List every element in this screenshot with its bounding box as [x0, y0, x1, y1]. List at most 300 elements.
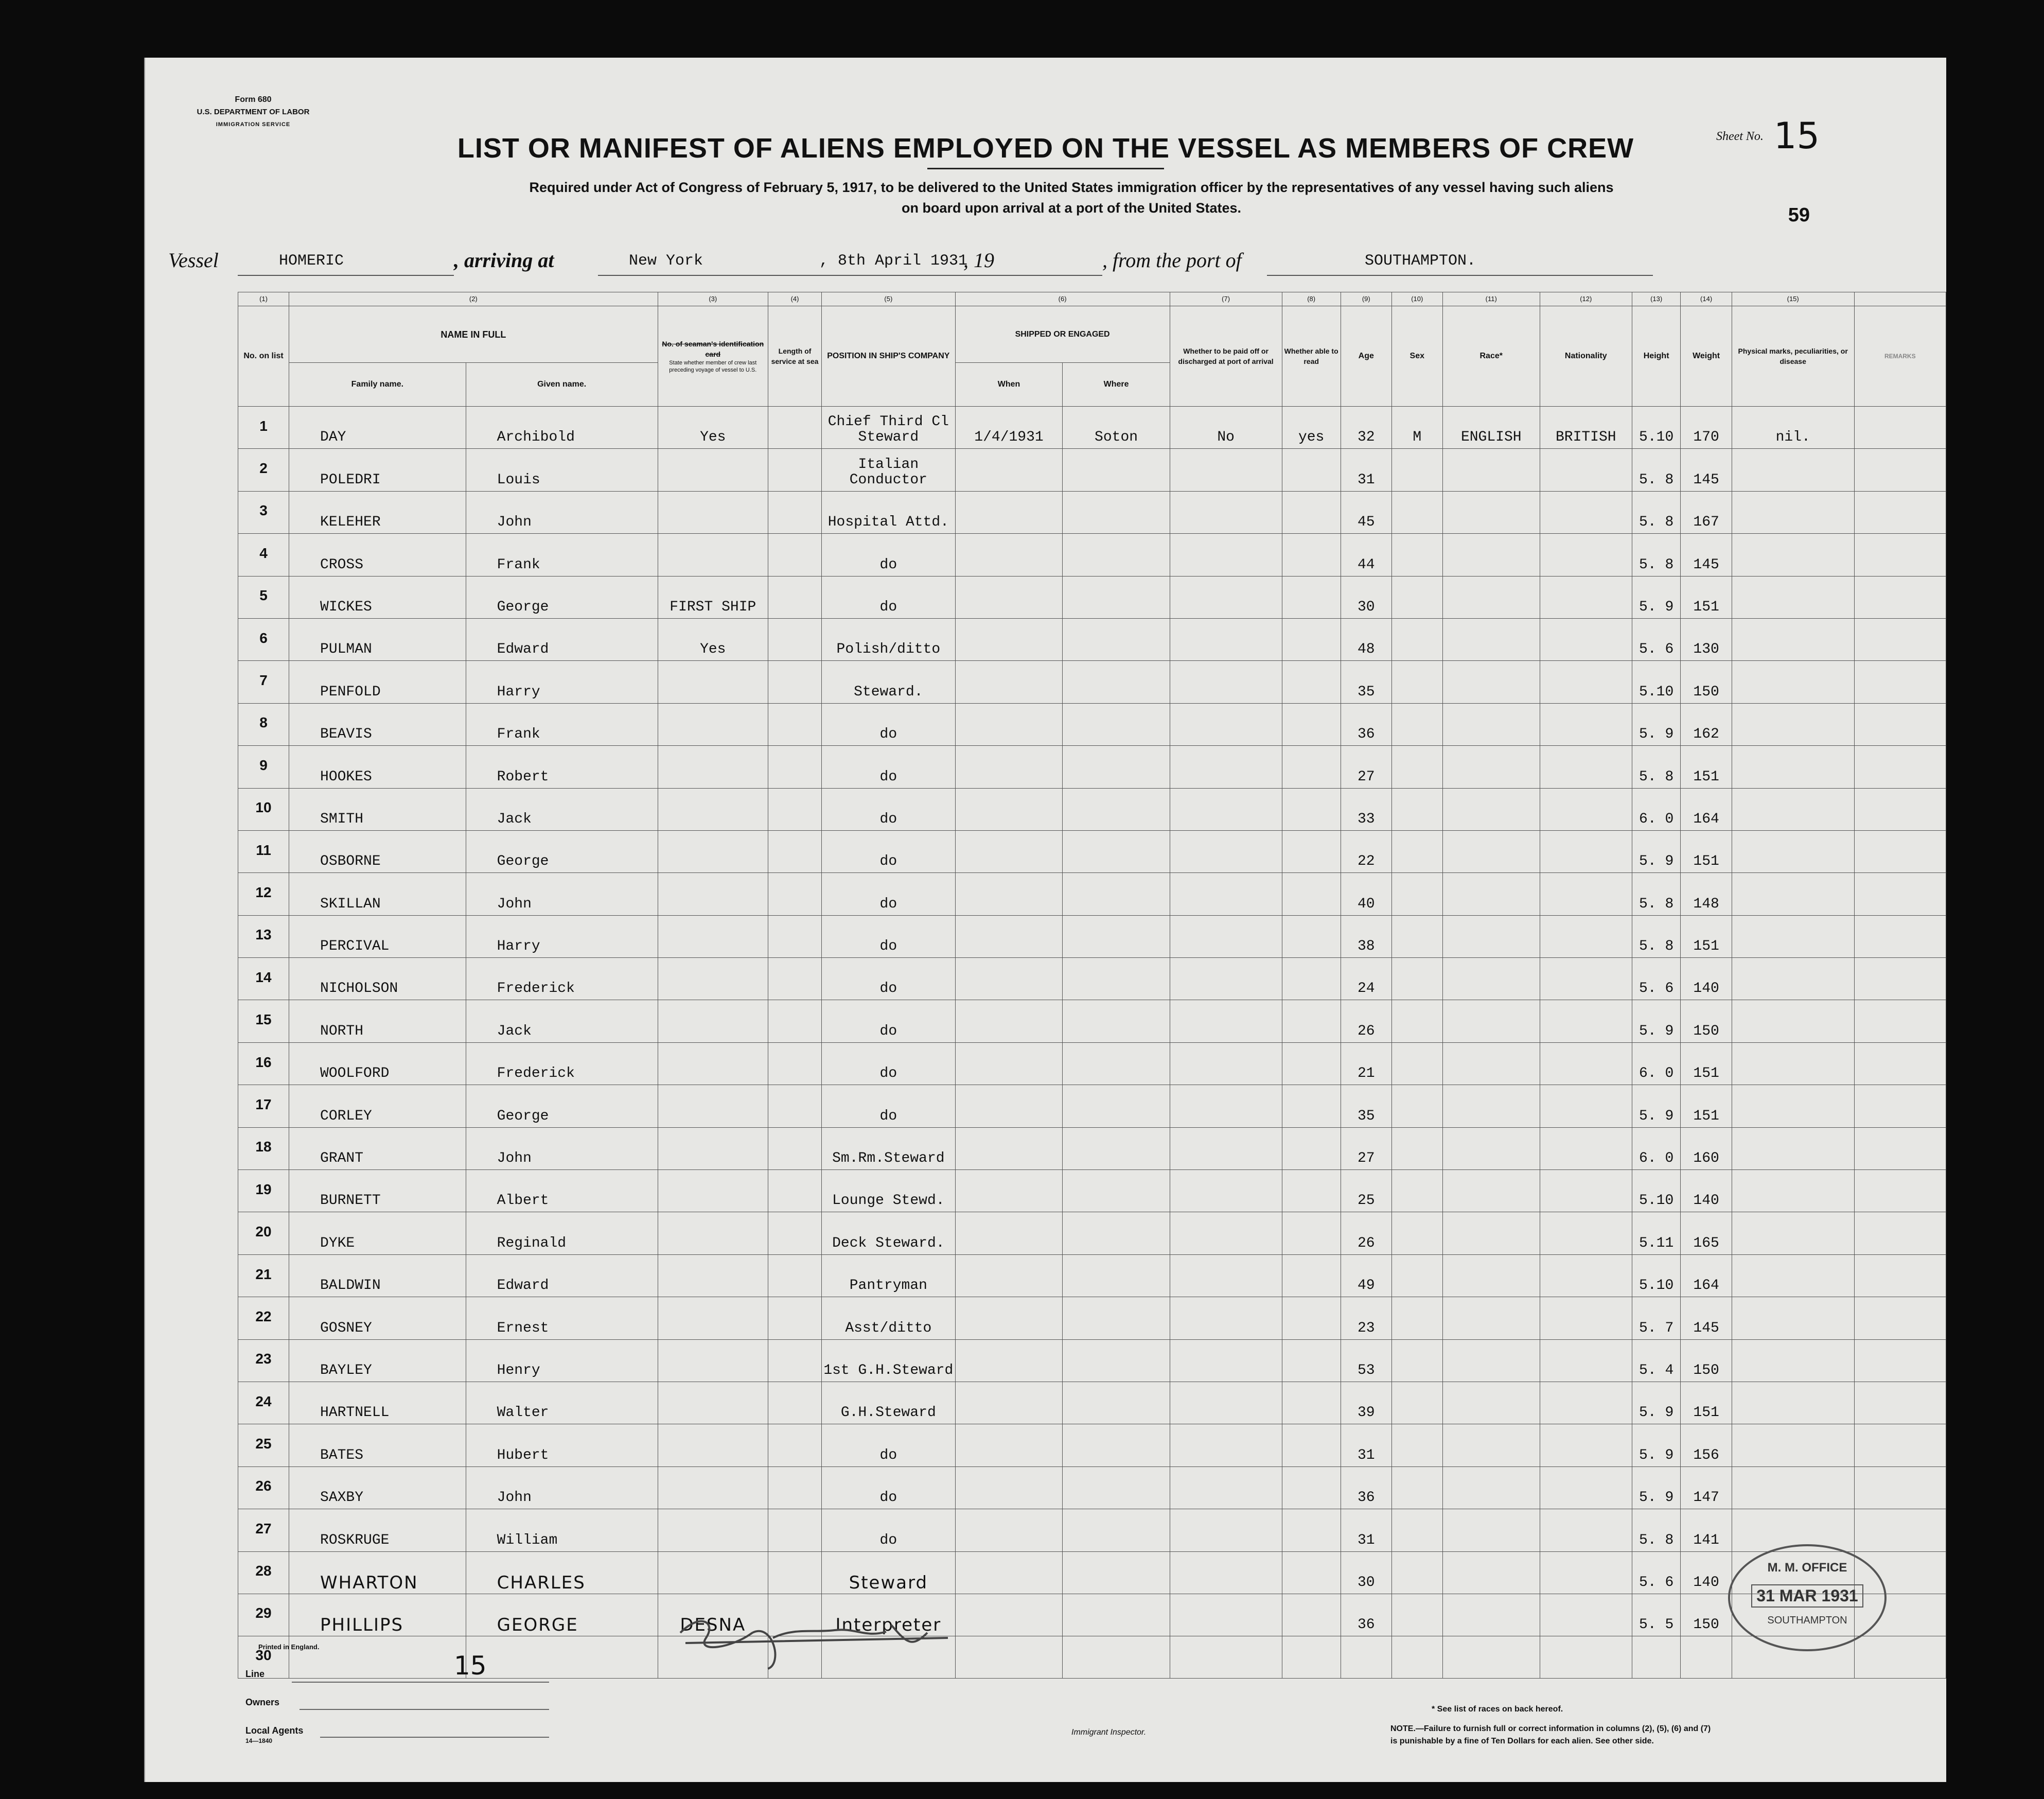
cell-prev	[658, 449, 768, 491]
cell-where	[1063, 1297, 1170, 1339]
cell-read	[1282, 1000, 1341, 1042]
cell-sex	[1391, 1212, 1442, 1254]
cell-read	[1282, 1636, 1341, 1678]
cell-len	[768, 915, 821, 957]
col-family-name: Family name.	[289, 363, 466, 407]
cell-prev	[658, 915, 768, 957]
cell-position: Asst/ditto	[822, 1297, 955, 1339]
cell-where	[1063, 1212, 1170, 1254]
cell-position: do	[822, 830, 955, 872]
cell-paid	[1170, 1594, 1282, 1636]
cell-age: 21	[1341, 1042, 1391, 1085]
cell-weight: 141	[1681, 1509, 1732, 1551]
cell-no: 27	[238, 1509, 289, 1551]
cell-prev	[658, 746, 768, 788]
cell-given: Robert	[466, 746, 658, 788]
cell-marks	[1732, 1466, 1854, 1509]
cell-no: 26	[238, 1466, 289, 1509]
cell-race	[1442, 958, 1540, 1000]
cell-rem	[1854, 915, 1946, 957]
cell-position: do	[822, 1424, 955, 1466]
cell-weight: 162	[1681, 703, 1732, 745]
cell-prev	[658, 1212, 768, 1254]
cell-given: George	[466, 830, 658, 872]
cell-marks	[1732, 746, 1854, 788]
crew-manifest-table	[238, 292, 1946, 1679]
cell-where	[1063, 1424, 1170, 1466]
table-row	[238, 1254, 1946, 1297]
cell-rem	[1854, 1212, 1946, 1254]
cell-weight: 145	[1681, 534, 1732, 576]
cell-read	[1282, 534, 1341, 576]
cell-rem	[1854, 534, 1946, 576]
cell-len	[768, 534, 821, 576]
cell-sex	[1391, 1636, 1442, 1678]
cell-where	[1063, 788, 1170, 830]
cell-when	[955, 491, 1063, 533]
cell-marks	[1732, 915, 1854, 957]
cell-race	[1442, 1170, 1540, 1212]
cell-when	[955, 534, 1063, 576]
cell-read	[1282, 915, 1341, 957]
cell-height: 5. 9	[1632, 1382, 1681, 1424]
cell-age: 26	[1341, 1212, 1391, 1254]
cell-read	[1282, 1127, 1341, 1169]
cell-age: 35	[1341, 661, 1391, 703]
cell-read	[1282, 1254, 1341, 1297]
cell-marks	[1732, 1424, 1854, 1466]
table-row	[238, 1382, 1946, 1424]
cell-height: 5.11	[1632, 1212, 1681, 1254]
cell-len	[768, 661, 821, 703]
cell-paid	[1170, 1636, 1282, 1678]
cell-where	[1063, 1000, 1170, 1042]
cell-sex	[1391, 1170, 1442, 1212]
cell-no: 23	[238, 1339, 289, 1382]
cell-weight: 150	[1681, 1000, 1732, 1042]
cell-sex: M	[1391, 407, 1442, 449]
cell-where	[1063, 958, 1170, 1000]
cell-nationality	[1540, 1085, 1632, 1127]
cell-read	[1282, 491, 1341, 533]
cell-paid	[1170, 1127, 1282, 1169]
cell-race	[1442, 830, 1540, 872]
cell-when	[955, 576, 1063, 618]
cell-sex	[1391, 1382, 1442, 1424]
cell-family: ROSKRUGE	[289, 1509, 466, 1551]
cell-where	[1063, 746, 1170, 788]
cell-rem	[1854, 576, 1946, 618]
cell-age	[1341, 1636, 1391, 1678]
cell-given: Frederick	[466, 1042, 658, 1085]
cell-height: 5. 9	[1632, 1466, 1681, 1509]
cell-race	[1442, 1594, 1540, 1636]
cell-given: Frank	[466, 703, 658, 745]
cell-age: 33	[1341, 788, 1391, 830]
cell-rem	[1854, 1042, 1946, 1085]
cell-sex	[1391, 1297, 1442, 1339]
cell-age: 36	[1341, 1466, 1391, 1509]
cell-marks	[1732, 830, 1854, 872]
cell-sex	[1391, 449, 1442, 491]
cell-read	[1282, 1170, 1341, 1212]
cell-where	[1063, 915, 1170, 957]
cell-no: 3	[238, 491, 289, 533]
cell-when	[955, 618, 1063, 660]
cell-rem	[1854, 449, 1946, 491]
col-length-service: Length of service at sea	[768, 306, 821, 407]
sheet-number-label: Sheet No.	[1716, 130, 1764, 143]
cell-nationality	[1540, 491, 1632, 533]
cell-prev	[658, 1424, 768, 1466]
cell-sex	[1391, 491, 1442, 533]
cell-when	[955, 1636, 1063, 1678]
table-row	[238, 1636, 1946, 1678]
cell-age: 31	[1341, 449, 1391, 491]
cell-age: 48	[1341, 618, 1391, 660]
cell-nationality	[1540, 576, 1632, 618]
cell-nationality	[1540, 703, 1632, 745]
cell-race	[1442, 449, 1540, 491]
cell-when	[955, 449, 1063, 491]
cell-family: SMITH	[289, 788, 466, 830]
cell-when	[955, 1551, 1063, 1594]
cell-sex	[1391, 576, 1442, 618]
cell-no: 10	[238, 788, 289, 830]
cell-age: 27	[1341, 1127, 1391, 1169]
cell-nationality	[1540, 1254, 1632, 1297]
cell-when	[955, 1170, 1063, 1212]
fine-note: NOTE.—Failure to furnish full or correct information in columns (2), (5), (6) and (7) is punishable by a fine of Ten Dollars for each alien. See other side.	[1390, 1724, 1711, 1745]
cell-where	[1063, 830, 1170, 872]
cell-race	[1442, 1466, 1540, 1509]
table-row	[238, 1594, 1946, 1636]
cell-no: 15	[238, 1000, 289, 1042]
cell-height	[1632, 1636, 1681, 1678]
arrival-date: , 8th April 1931	[819, 252, 968, 270]
cell-position: Steward.	[822, 661, 955, 703]
cell-paid	[1170, 1085, 1282, 1127]
cell-no: 22	[238, 1297, 289, 1339]
table-row	[238, 407, 1946, 449]
cell-position: do	[822, 1085, 955, 1127]
cell-family: CROSS	[289, 534, 466, 576]
cell-prev: DESNA	[658, 1594, 768, 1636]
cell-marks	[1732, 958, 1854, 1000]
cell-when	[955, 1212, 1063, 1254]
vessel-label: Vessel	[168, 249, 219, 272]
cell-rem	[1854, 703, 1946, 745]
cell-weight: 151	[1681, 576, 1732, 618]
department-name: U.S. DEPARTMENT OF LABOR	[197, 108, 310, 116]
cell-len	[768, 703, 821, 745]
cell-where	[1063, 1636, 1170, 1678]
cell-family: DAY	[289, 407, 466, 449]
cell-height: 5. 8	[1632, 915, 1681, 957]
cell-nationality	[1540, 449, 1632, 491]
col-when: When	[955, 363, 1063, 407]
cell-len	[768, 1339, 821, 1382]
table-row	[238, 1085, 1946, 1127]
cell-given: Walter	[466, 1382, 658, 1424]
cell-where	[1063, 1466, 1170, 1509]
cell-marks	[1732, 1127, 1854, 1169]
cell-position: do	[822, 958, 955, 1000]
cell-when: 1/4/1931	[955, 407, 1063, 449]
office-stamp	[1728, 1544, 1887, 1651]
cell-sex	[1391, 1127, 1442, 1169]
cell-when	[955, 661, 1063, 703]
col-physical-marks: Physical marks, peculiarities, or disease	[1732, 306, 1854, 407]
cell-age: 26	[1341, 1000, 1391, 1042]
cell-nationality	[1540, 1594, 1632, 1636]
cell-prev	[658, 703, 768, 745]
cell-no: 30	[238, 1636, 289, 1678]
cell-read	[1282, 746, 1341, 788]
cell-paid	[1170, 1170, 1282, 1212]
page-title: LIST OR MANIFEST OF ALIENS EMPLOYED ON THE VESSEL AS MEMBERS OF CREW	[457, 133, 1634, 164]
cell-read	[1282, 661, 1341, 703]
cell-nationality	[1540, 746, 1632, 788]
cell-len	[768, 449, 821, 491]
cell-position: do	[822, 746, 955, 788]
cell-rem	[1854, 1382, 1946, 1424]
col-shipped-engaged: SHIPPED OR ENGAGED	[955, 306, 1170, 363]
cell-when	[955, 1424, 1063, 1466]
cell-position: do	[822, 1042, 955, 1085]
cell-rem	[1854, 1000, 1946, 1042]
cell-sex	[1391, 1594, 1442, 1636]
cell-weight: 170	[1681, 407, 1732, 449]
table-row	[238, 788, 1946, 830]
cell-given: Edward	[466, 618, 658, 660]
cell-where	[1063, 1509, 1170, 1551]
cell-read	[1282, 703, 1341, 745]
cell-age: 36	[1341, 703, 1391, 745]
cell-race	[1442, 1042, 1540, 1085]
cell-height: 5. 9	[1632, 703, 1681, 745]
table-row	[238, 873, 1946, 915]
cell-race	[1442, 1551, 1540, 1594]
cell-rem	[1854, 830, 1946, 872]
cell-height: 5. 9	[1632, 576, 1681, 618]
cell-given: Jack	[466, 1000, 658, 1042]
cell-height: 5. 4	[1632, 1339, 1681, 1382]
cell-nationality	[1540, 788, 1632, 830]
cell-position: Hospital Attd.	[822, 491, 955, 533]
table-row	[238, 1297, 1946, 1339]
cell-family: BATES	[289, 1424, 466, 1466]
col-sex: Sex	[1391, 306, 1442, 407]
cell-height: 6. 0	[1632, 1127, 1681, 1169]
cell-nationality	[1540, 1636, 1632, 1678]
cell-race	[1442, 1509, 1540, 1551]
cell-rem	[1854, 1127, 1946, 1169]
cell-sex	[1391, 1085, 1442, 1127]
col-race: Race*	[1442, 306, 1540, 407]
cell-prev	[658, 1254, 768, 1297]
cell-age: 53	[1341, 1339, 1391, 1382]
stamp-place: SOUTHAMPTON	[1767, 1615, 1847, 1626]
cell-prev	[658, 1382, 768, 1424]
cell-where: Soton	[1063, 407, 1170, 449]
cell-paid	[1170, 958, 1282, 1000]
cell-marks	[1732, 491, 1854, 533]
cell-height: 5. 6	[1632, 958, 1681, 1000]
cell-where	[1063, 1085, 1170, 1127]
cell-marks	[1732, 703, 1854, 745]
table-row	[238, 576, 1946, 618]
cell-position: Chief Third Cl Steward	[822, 407, 955, 449]
cell-no: 6	[238, 618, 289, 660]
cell-weight: 150	[1681, 661, 1732, 703]
cell-position: do	[822, 1509, 955, 1551]
cell-height: 5. 8	[1632, 873, 1681, 915]
cell-weight: 167	[1681, 491, 1732, 533]
cell-len	[768, 788, 821, 830]
cell-family	[289, 1636, 466, 1678]
cell-marks	[1732, 661, 1854, 703]
cell-position: G.H.Steward	[822, 1382, 955, 1424]
cell-read	[1282, 576, 1341, 618]
cell-weight: 148	[1681, 873, 1732, 915]
cell-no: 18	[238, 1127, 289, 1169]
cell-when	[955, 1127, 1063, 1169]
cell-read	[1282, 1085, 1341, 1127]
cell-nationality	[1540, 1127, 1632, 1169]
col-nationality: Nationality	[1540, 306, 1632, 407]
cell-len	[768, 746, 821, 788]
cell-sex	[1391, 1042, 1442, 1085]
cell-nationality: BRITISH	[1540, 407, 1632, 449]
cell-position: Sm.Rm.Steward	[822, 1127, 955, 1169]
cell-paid	[1170, 1042, 1282, 1085]
cell-when	[955, 746, 1063, 788]
cell-no: 25	[238, 1424, 289, 1466]
col-height: Height	[1632, 306, 1681, 407]
cell-paid	[1170, 534, 1282, 576]
cell-height: 5.10	[1632, 1254, 1681, 1297]
cell-marks	[1732, 534, 1854, 576]
cell-family: GRANT	[289, 1127, 466, 1169]
cell-sex	[1391, 1424, 1442, 1466]
cell-prev	[658, 873, 768, 915]
cell-len	[768, 830, 821, 872]
col-no-on-list: No. on list	[238, 306, 289, 407]
cell-rem	[1854, 1339, 1946, 1382]
table-row	[238, 1170, 1946, 1212]
cell-given: Harry	[466, 915, 658, 957]
cell-family: WICKES	[289, 576, 466, 618]
cell-read	[1282, 873, 1341, 915]
cell-height: 5. 9	[1632, 1424, 1681, 1466]
cell-position: do	[822, 576, 955, 618]
table-row	[238, 703, 1946, 745]
cell-paid	[1170, 1551, 1282, 1594]
cell-rem	[1854, 1297, 1946, 1339]
cell-race	[1442, 1127, 1540, 1169]
cell-age: 40	[1341, 873, 1391, 915]
cell-prev	[658, 1509, 768, 1551]
cell-weight: 140	[1681, 1170, 1732, 1212]
cell-weight	[1681, 1636, 1732, 1678]
cell-where	[1063, 1594, 1170, 1636]
cell-len	[768, 491, 821, 533]
service-name: IMMIGRATION SERVICE	[216, 121, 291, 128]
cell-height: 5. 9	[1632, 1085, 1681, 1127]
cell-weight: 150	[1681, 1594, 1732, 1636]
col-able-read: Whether able to read	[1282, 306, 1341, 407]
col-remarks: REMARKS	[1854, 306, 1946, 407]
cell-family: BAYLEY	[289, 1339, 466, 1382]
cell-where	[1063, 618, 1170, 660]
cell-rem	[1854, 407, 1946, 449]
cell-race	[1442, 1636, 1540, 1678]
column-header-row	[238, 306, 1946, 363]
cell-given: John	[466, 491, 658, 533]
cell-nationality	[1540, 958, 1632, 1000]
cell-weight: 150	[1681, 1339, 1732, 1382]
cell-nationality	[1540, 915, 1632, 957]
cell-no: 14	[238, 958, 289, 1000]
cell-age: 38	[1341, 915, 1391, 957]
cell-position: do	[822, 703, 955, 745]
cell-paid	[1170, 746, 1282, 788]
cell-age: 22	[1341, 830, 1391, 872]
col-weight: Weight	[1681, 306, 1732, 407]
cell-sex	[1391, 661, 1442, 703]
cell-race	[1442, 661, 1540, 703]
cell-family: SKILLAN	[289, 873, 466, 915]
cell-len	[768, 1466, 821, 1509]
cell-when	[955, 958, 1063, 1000]
cell-marks	[1732, 1339, 1854, 1382]
cell-paid	[1170, 1509, 1282, 1551]
cell-no: 7	[238, 661, 289, 703]
cell-weight: 130	[1681, 618, 1732, 660]
cell-read	[1282, 1297, 1341, 1339]
agents-label: Local Agents	[245, 1725, 304, 1736]
cell-rem	[1854, 958, 1946, 1000]
cell-no: 9	[238, 746, 289, 788]
cell-paid	[1170, 1212, 1282, 1254]
cell-sex	[1391, 915, 1442, 957]
cell-height: 5. 6	[1632, 1551, 1681, 1594]
cell-paid	[1170, 1424, 1282, 1466]
cell-height: 5. 8	[1632, 534, 1681, 576]
cell-where	[1063, 1551, 1170, 1594]
cell-given: Albert	[466, 1170, 658, 1212]
table-row	[238, 449, 1946, 491]
agents-block	[245, 1725, 303, 1746]
cell-len	[768, 576, 821, 618]
table-row	[238, 534, 1946, 576]
cell-nationality	[1540, 1212, 1632, 1254]
cell-weight: 164	[1681, 788, 1732, 830]
sheet-number-value: 15	[1773, 115, 1820, 157]
cell-prev	[658, 661, 768, 703]
cell-no: 5	[238, 576, 289, 618]
cell-sex	[1391, 830, 1442, 872]
column-number-row: (1) (2) (3) (4) (5) (6) (7) (8) (9) (10) (11) (12) (13) (14) (15)	[238, 292, 1946, 306]
cell-len	[768, 873, 821, 915]
cell-family: BURNETT	[289, 1170, 466, 1212]
cell-rem	[1854, 1509, 1946, 1551]
cell-len	[768, 1212, 821, 1254]
cell-age: 24	[1341, 958, 1391, 1000]
cell-no: 12	[238, 873, 289, 915]
cell-no: 8	[238, 703, 289, 745]
